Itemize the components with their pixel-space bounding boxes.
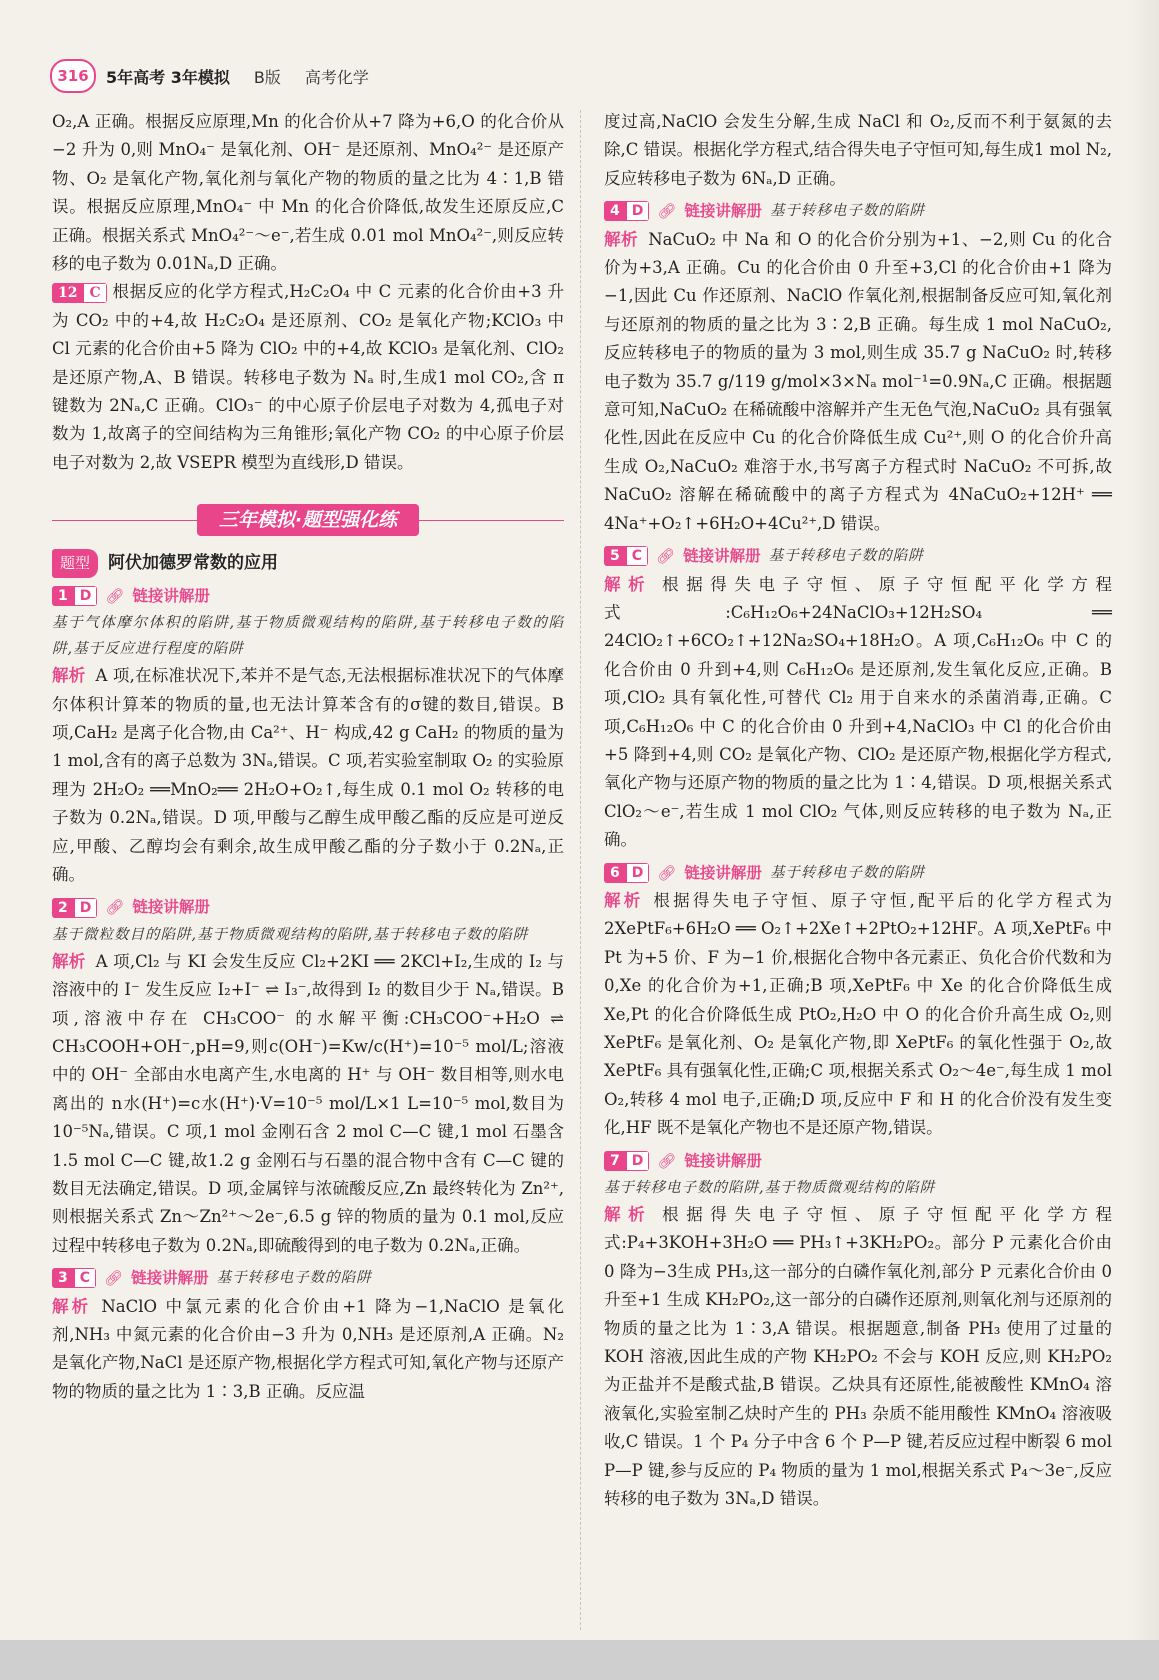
q7-trap: 基于转移电子数的陷阱,基于物质微观结构的陷阱 — [604, 1180, 936, 1197]
q11-continuation: O₂,A 正确。根据反应原理,Mn 的化合价从+7 降为+6,O 的化合价从−2 升为 0,则 MnO₄⁻ 是氧化剂、OH⁻ 是还原剂、MnO₄²⁻ 是还原产物、O₂ 是氧化产物,氧化剂与氧化产物的物质的量之比为 4∶1,B 错误。根据反应原理,MnO₄⁻ 中 Mn 的化合价降低,故发生还原反应,C 正确。根据关系式 MnO₄²⁻～e⁻,若生成 0.01 mol MnO₄²⁻,则反应转移的电子数为 0.01Nₐ,D 正确。 — [52, 112, 564, 274]
q4-head — [604, 197, 1112, 225]
q6-head — [604, 859, 1112, 887]
q4-trap: 基于转移电子数的陷阱 — [769, 203, 925, 220]
right-column — [604, 108, 1112, 1514]
q3-trap: 基于转移电子数的陷阱 — [216, 1270, 372, 1287]
q2-badge: 2 D — [52, 898, 97, 918]
q2-analysis: 解析 A 项,Cl₂ 与 KI 会发生反应 Cl₂+2KI ══ 2KCl+I₂,生成的 I₂ 与溶液中的 I⁻ 发生反应 I₂+I⁻ ⇌ I₃⁻,故得到 I₂ 的数目少于 Nₐ,错误。B 项,溶液中存在 CH₃COO⁻ 的水解平衡:CH₃COO⁻+H₂O ⇌ CH₃COOH+OH⁻,pH=9,则c(OH⁻)=Kw/c(H⁺)=10⁻⁵ mol/L;溶液中的 OH⁻ 全部由水电离产生,水电离的 H⁺ 与 OH⁻ 数目相等,则水电离出的 n水(H⁺)=c水(H⁺)·V=10⁻⁵ mol/L×1 L=10⁻⁵ mol,数目为 10⁻⁵Nₐ,错误。C 项,1 mol 金刚石含 2 mol C—C 键,1 mol 石墨含 1.5 mol C—C 键,故1.2 g 金刚石与石墨的混合物中含有 C—C 键的数目无法确定,错误。D 项,金属锌与浓硫酸反应,Zn 最终转化为 Zn²⁺,则根据关系式 Zn～Zn²⁺～2e⁻,6.5 g 锌的物质的量为 0.1 mol,反应过程中转移电子数为 0.2Nₐ,即硫酸得到的电子数为 0.2Nₐ,正确。 — [52, 951, 564, 1255]
q2-trap: 基于微粒数目的陷阱,基于物质微观结构的陷阱,基于转移电子数的陷阱 — [52, 926, 529, 943]
link-icon: 🔗︎ — [657, 863, 677, 882]
q4-badge: 4 D — [604, 201, 649, 221]
q2-link[interactable]: 链接讲解册 — [132, 898, 210, 917]
q5-trap: 基于转移电子数的陷阱 — [768, 548, 924, 565]
q7-head — [604, 1147, 1112, 1175]
topic-tag: 题型 — [52, 549, 98, 577]
q12-badge — [52, 283, 107, 303]
q4-link[interactable]: 链接讲解册 — [684, 202, 762, 221]
q5-link[interactable]: 链接讲解册 — [683, 547, 761, 566]
q7-badge: 7 D — [604, 1151, 649, 1171]
q6-badge: 6 D — [604, 863, 649, 883]
q6-analysis: 解析 根据得失电子守恒、原子守恒,配平后的化学方程式为 2XePtF₆+6H₂O ══ O₂↑+2Xe↑+2PtO₂+12HF。A 项,XePtF₆ 中 Pt 为+5 价、F 为−1 价,根据化合物中各元素正、负化合价代数和为 0,Xe 的化合价为+1,正确;B 项,XePtF₆ 中 Xe 的化合价降低生成 Xe,Pt 的化合价降低生成 PtO₂,H₂O 中 O 的化合价升高生成 O₂,则 XePtF₆ 是氧化剂、O₂ 是氧化产物,即 XePtF₆ 的氧化性强于 O₂,故 XePtF₆ 具有强氧化性,正确;C 项,根据关系式 O₂～4e⁻,每生成 1 mol O₂,转移 4 mol 电子,正确;D 项,反应中 F 和 H 的化合价没有发生变化,HF 既不是氧化产物也不是还原产物,错误。 — [604, 890, 1112, 1138]
book-subject: 高考化学 — [304, 67, 369, 87]
book-version: B版 — [253, 67, 281, 87]
q1-trap: 基于气体摩尔体积的陷阱,基于物质微观结构的陷阱,基于转移电子数的陷阱,基于反应进行程度的陷阱 — [52, 615, 564, 658]
q3-head — [52, 1264, 564, 1292]
q12-number: 12 — [52, 283, 83, 303]
left-column — [52, 108, 564, 1406]
q12-text: 根据反应的化学方程式,H₂C₂O₄ 中 C 元素的化合价由+3 升为 CO₂ 中的+4,故 H₂C₂O₄ 是还原剂、CO₂ 是氧化产物;KClO₃ 中 Cl 元素的化合价由+5 降为 ClO₂ 中的+4,故 KClO₃ 是氧化剂、ClO₂ 是还原产物,A、B 错误。转移电子数为 Nₐ 时,生成1 mol CO₂,含 π 键数为 2Nₐ,C 正确。ClO₃⁻ 的中心原子价层电子对数为 4,孤电子对数为 1,故离子的空间结构为三角锥形;氧化产物 CO₂ 的中心原子价层电子对数为 2,故 VSEPR 模型为直线形,D 错误。 — [52, 282, 564, 472]
q3-badge: 3 C — [52, 1268, 96, 1288]
q6-link[interactable]: 链接讲解册 — [684, 863, 762, 882]
page-number: 316 — [50, 59, 96, 93]
column-divider — [580, 110, 581, 1630]
q1-head — [52, 582, 564, 610]
q3-continuation: 度过高,NaClO 会发生分解,生成 NaCl 和 O₂,反而不利于氨氮的去除,C 错误。根据化学方程式,结合得失电子守恒可知,每生成1 mol N₂,反应转移电子数为 6Nₐ,D 正确。 — [604, 112, 1112, 188]
page-edge-shadow — [1129, 0, 1159, 1680]
q7-analysis: 解析 根据得失电子守恒、原子守恒配平化学方程式:P₄+3KOH+3H₂O ══ PH₃↑+3KH₂PO₂。部分 P 元素化合价由 0 降为−3生成 PH₃,这一部分的白磷作氧化剂,部分 P 元素化合价由 0 升至+1 生成 KH₂PO₂,这一部分的白磷作还原剂,则氧化剂与还原剂的物质的量之比为 1∶3,A 错误。根据题意,制备 PH₃ 使用了过量的 KOH 溶液,因此生成的产物 KH₂PO₂ 不会与 KOH 反应,则 KH₂PO₂ 为正盐并不是酸式盐,B 错误。乙炔具有还原性,能被酸性 KMnO₄ 溶液氧化,实验室制乙炔时产生的 PH₃ 杂质不能用酸性 KMnO₄ 溶液吸收,C 错误。1 个 P₄ 分子中含 6 个 P—P 键,若反应过程中断裂 6 mol P—P 键,参与反应的 P₄ 物质的量为 1 mol,根据关系式 P₄～3e⁻,反应转移的电子数为 3Nₐ,D 错误。 — [604, 1205, 1113, 1509]
bottom-strip — [0, 1640, 1159, 1680]
q4-analysis: 解析 NaCuO₂ 中 Na 和 O 的化合价分别为+1、−2,则 Cu 的化合价为+3,A 正确。Cu 的化合价由 0 升至+3,Cl 的化合价由+1 降为−1,因此 Cu 作还原剂、NaClO 作氧化剂,根据制备反应可知,氧化剂与还原剂的物质的量之比为 3∶2,B 正确。每生成 1 mol NaCuO₂,反应转移电子的物质的量为 3 mol,则生成 35.7 g NaCuO₂ 时,转移电子数为 35.7 g/119 g/mol×3×Nₐ mol⁻¹=0.9Nₐ,C 正确。根据题意可知,NaCuO₂ 在稀硫酸中溶解并产生无色气泡,NaCuO₂ 具有强氧化性,因此在反应中 Cu 的化合价降低生成 Cu²⁺,则 O 的化合价升高生成 O₂,NaCuO₂ 难溶于水,书写离子方程式时 NaCuO₂ 不可拆,故 NaCuO₂ 溶解在稀硫酸中的离子方程式为 4NaCuO₂+12H⁺ ══ 4Na⁺+O₂↑+6H₂O+4Cu²⁺,D 错误。 — [604, 229, 1113, 533]
link-icon: 🔗︎ — [105, 898, 125, 917]
q1-badge: 1 D — [52, 586, 97, 606]
link-icon: 🔗︎ — [657, 202, 677, 221]
q1-analysis: 解析 A 项,在标准状况下,苯并不是气态,无法根据标准状况下的气体摩尔体积计算苯的物质的量,也无法计算苯含有的σ键的数目,错误。B 项,CaH₂ 是离子化合物,由 Ca²⁺、H⁻ 构成,42 g CaH₂ 的物质的量为 1 mol,含有的离子总数为 3Nₐ,错误。C 项,若实验室制取 O₂ 的实验原理为 2H₂O₂ ══MnO₂══ 2H₂O+O₂↑,每生成 0.1 mol O₂ 转移的电子数为 0.2Nₐ,错误。D 项,甲酸与乙醇生成甲酸乙酯的反应是可逆反应,甲酸、乙醇均会有剩余,故生成甲酸乙酯的分子数小于 0.2Nₐ,正确。 — [52, 666, 565, 884]
topic-heading — [52, 549, 564, 577]
book-brand: 5年高考 3年模拟 — [106, 67, 230, 87]
topic-name: 阿伏加德罗常数的应用 — [108, 553, 279, 574]
q12-answer: C — [83, 283, 106, 303]
q5-head — [604, 542, 1112, 570]
section-title: 三年模拟·题型强化练 — [52, 505, 564, 535]
q5-badge: 5 C — [604, 546, 648, 566]
q3-link[interactable]: 链接讲解册 — [131, 1269, 209, 1288]
q1-link[interactable]: 链接讲解册 — [132, 586, 210, 605]
q3-analysis: 解析 NaClO 中氯元素的化合价由+1 降为−1,NaClO 是氧化剂,NH₃ 中氮元素的化合价由−3 升为 0,NH₃ 是还原剂,A 正确。N₂ 是氧化产物,NaCl 是还原产物,根据化学方程式可知,氧化产物与还原产物的物质的量之比为 1∶3,B 正确。反应温 — [52, 1296, 564, 1401]
q5-analysis: 解析 根据得失电子守恒、原子守恒配平化学方程式:C₆H₁₂O₆+24NaClO₃+12H₂SO₄ ══ 24ClO₂↑+6CO₂↑+12Na₂SO₄+18H₂O。A 项,C₆H₁₂O₆ 中 C 的化合价由 0 升到+4,则 C₆H₁₂O₆ 是还原剂,发生氧化反应,正确。B 项,ClO₂ 具有氧化性,可替代 Cl₂ 用于自来水的杀菌消毒,正确。C 项,C₆H₁₂O₆ 中 C 的化合价由 0 升到+4,NaClO₃ 中 Cl 的化合价由+5 降到+4,则 CO₂ 是氧化产物、ClO₂ 是还原产物,根据化学方程式,氧化产物与还原产物的物质的量之比为 1∶4,错误。D 项,根据关系式 ClO₂～e⁻,若生成 1 mol ClO₂ 气体,则反应转移的电子数为 Nₐ,正确。 — [604, 574, 1113, 850]
question-12 — [52, 278, 564, 477]
page-header — [50, 58, 369, 94]
link-icon: 🔗︎ — [657, 1151, 677, 1170]
link-icon: 🔗︎ — [105, 586, 125, 605]
q7-link[interactable]: 链接讲解册 — [684, 1151, 762, 1170]
link-icon: 🔗︎ — [104, 1269, 124, 1288]
q2-head — [52, 893, 564, 921]
link-icon: 🔗︎ — [656, 547, 676, 566]
q6-trap: 基于转移电子数的陷阱 — [769, 864, 925, 881]
